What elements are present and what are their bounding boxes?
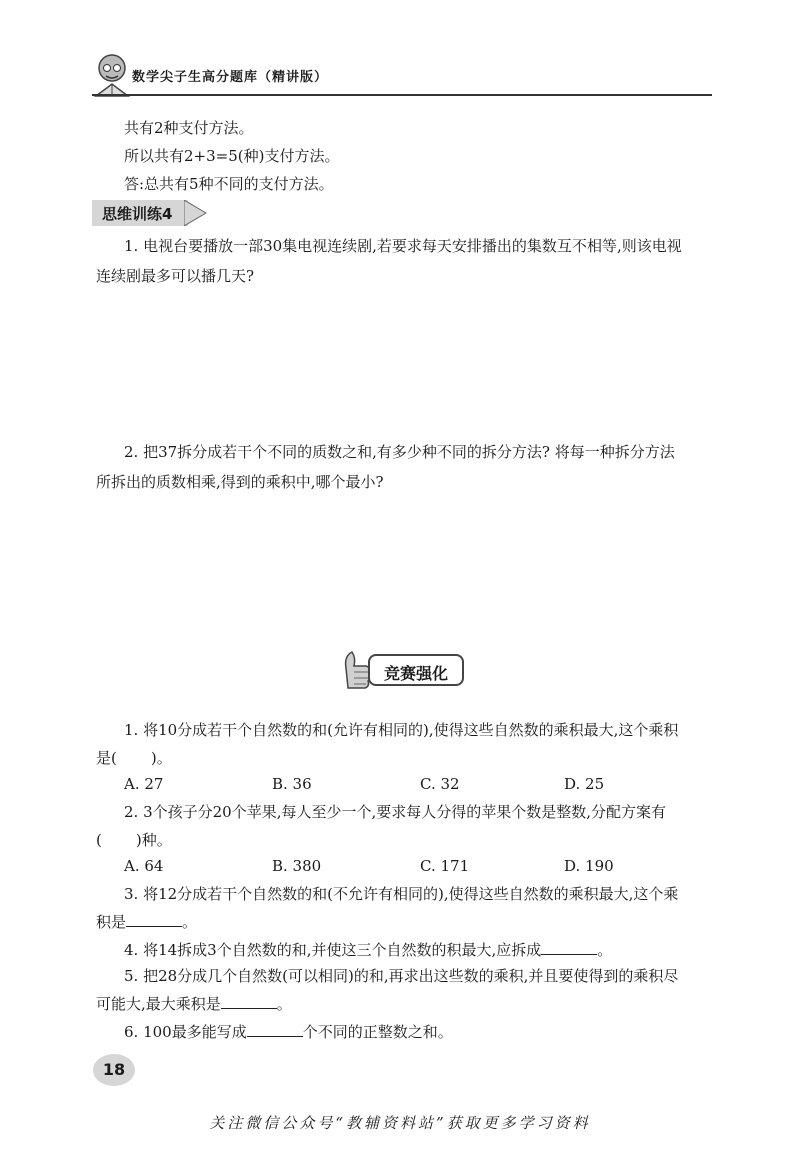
option-b: B. 380 — [272, 857, 322, 875]
option-a: A. 27 — [124, 775, 164, 793]
problem-6: 6. 100最多能写成 个不同的正整数之和。 — [124, 1023, 453, 1041]
footer-note: 关注微信公众号“教辅资料站”获取更多学习资料 — [209, 1114, 591, 1132]
problem-2-line-1: 2. 3个孩子分20个苹果,每人至少一个,要求每人分得的苹果个数是整数,分配方案有 — [124, 803, 667, 821]
option-d: D. 25 — [564, 775, 605, 793]
page-number-badge — [92, 1052, 136, 1088]
problem-3-line-1: 3. 将12分成若干个自然数的和(不允许有相同的),使得这些自然数的乘积最大,这个乘 — [124, 885, 679, 903]
answer-blank — [126, 912, 182, 927]
problem-4: 4. 将14拆成3个自然数的和,并使这三个自然数的积最大,应拆成 。 — [124, 941, 613, 959]
problem-3-line-2: 积是 。 — [96, 913, 198, 931]
section-tag — [92, 200, 210, 226]
option-c: C. 32 — [420, 775, 460, 793]
question-2-line-2: 所拆出的质数相乘,得到的乘积中,哪个最小? — [96, 473, 384, 491]
answer-blank — [221, 994, 277, 1009]
option-b: B. 36 — [272, 775, 312, 793]
option-d: D. 190 — [564, 857, 614, 875]
problem-1-line-2: 是( )。 — [96, 749, 172, 767]
question-2-line-1: 2. 把37拆分成若干个不同的质数之和,有多少种不同的拆分方法? 将每一种拆分方法 — [124, 443, 675, 461]
section-title: 思维训练4 — [102, 205, 173, 223]
problem-5-line-1: 5. 把28分成几个自然数(可以相同)的和,再求出这些数的乘积,并且要使得到的乘积尽 — [124, 967, 679, 985]
answer-blank — [541, 940, 597, 955]
competition-title: 竞赛强化 — [383, 664, 448, 683]
header-divider — [92, 94, 712, 96]
intro-line: 所以共有2+3=5(种)支付方法。 — [124, 147, 340, 165]
intro-line: 共有2种支付方法。 — [124, 119, 254, 137]
header-title: 数学尖子生高分题库（精讲版） — [132, 70, 329, 85]
answer-blank — [247, 1022, 303, 1037]
problem-1-line-1: 1. 将10分成若干个自然数的和(允许有相同的),使得这些自然数的乘积最大,这个乘积 — [124, 721, 679, 739]
option-c: C. 171 — [420, 857, 470, 875]
competition-badge — [338, 646, 468, 694]
problem-5-line-2: 可能大,最大乘积是 。 — [96, 995, 292, 1013]
tag-arrow-icon — [184, 200, 210, 226]
question-1-line-2: 连续剧最多可以播几天? — [96, 267, 255, 285]
mascot-icon — [92, 52, 132, 98]
page-number: 18 — [102, 1060, 126, 1079]
intro-line: 答:总共有5种不同的支付方法。 — [124, 175, 334, 193]
question-1-line-1: 1. 电视台要播放一部30集电视连续剧,若要求每天安排播出的集数互不相等,则该电视 — [124, 237, 682, 255]
option-a: A. 64 — [124, 857, 164, 875]
problem-2-line-2: ( )种。 — [96, 831, 172, 849]
